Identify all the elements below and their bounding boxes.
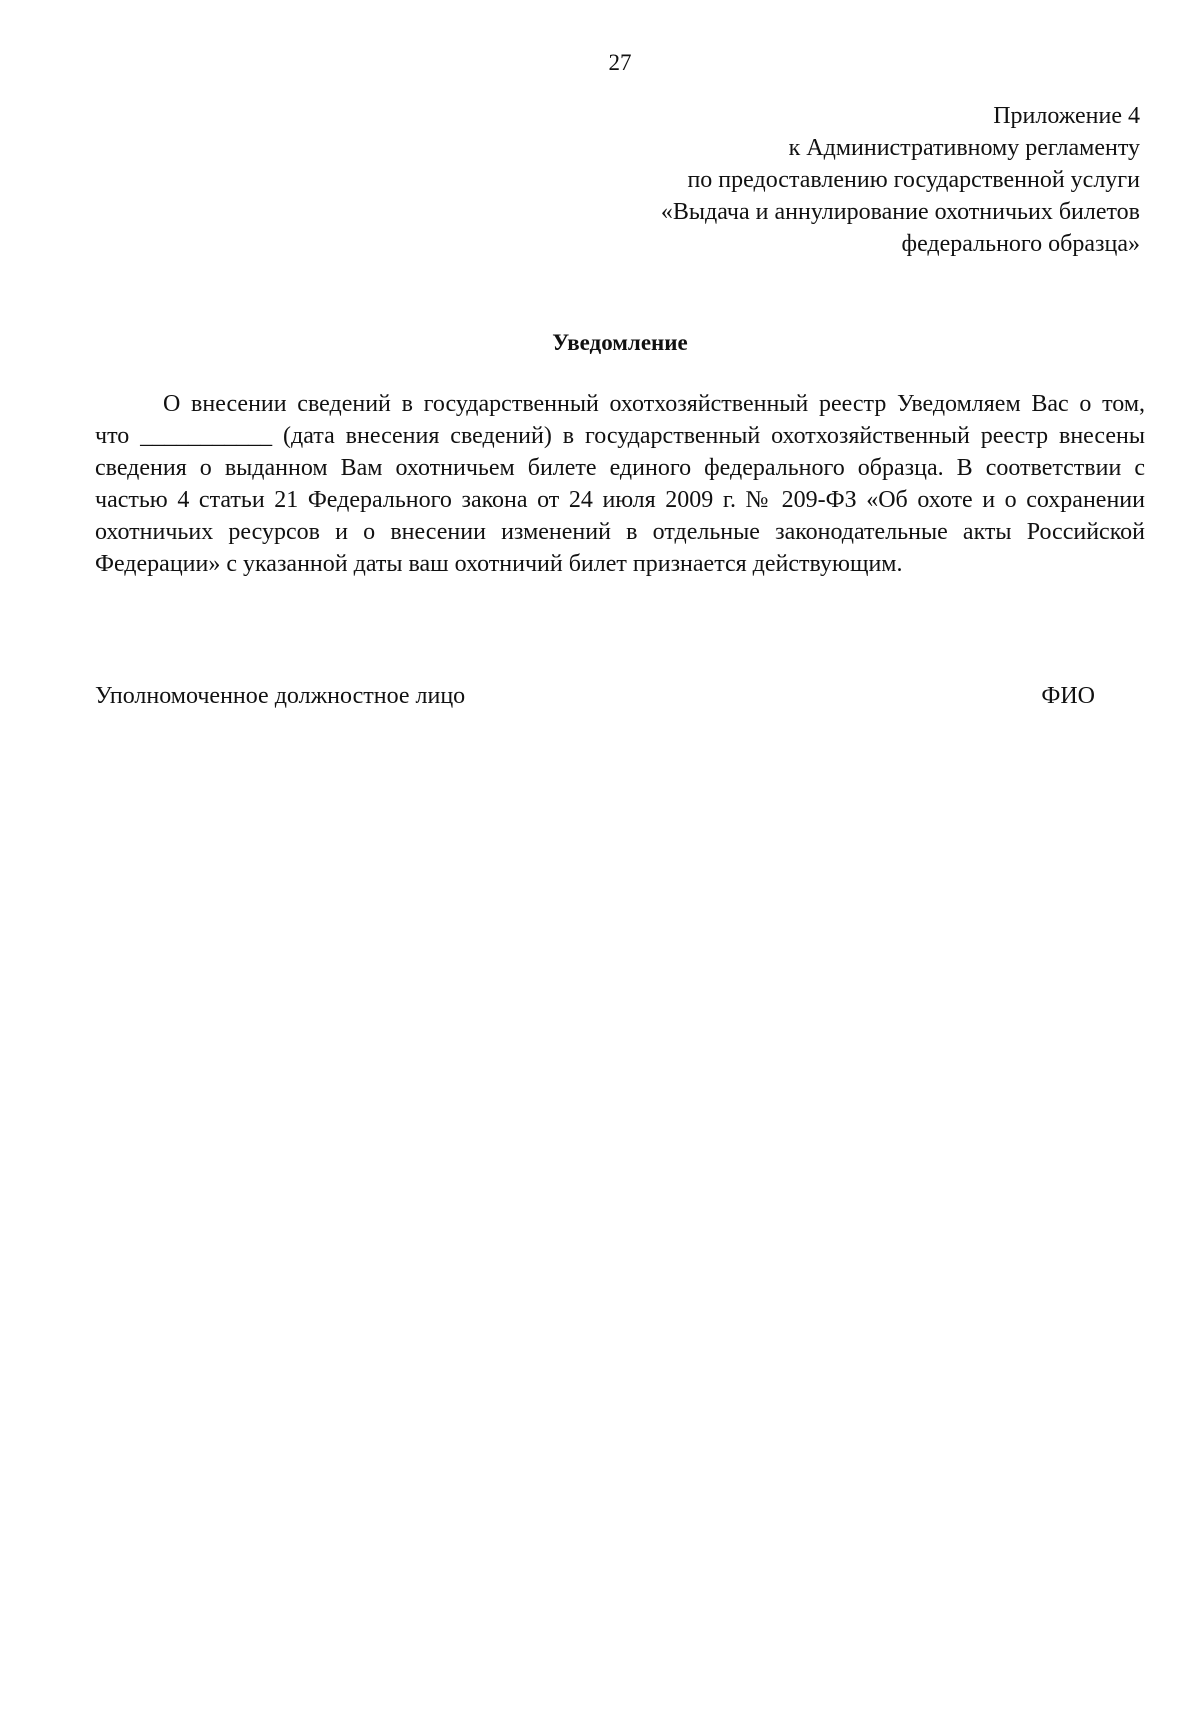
official-position-label: Уполномоченное должностное лицо — [95, 683, 466, 709]
appendix-line: к Административному регламенту — [788, 135, 1140, 161]
body-line: О внесении сведений в государственный охотхозяйственный реестр Уведомляем Вас о том, — [163, 391, 1145, 417]
body-line: сведения о выданном Вам охотничьем билете единого федерального образца. В соответствии с — [95, 455, 1145, 481]
body-line: что ___________ (дата внесения сведений) в государственный охотхозяйственный реестр внесены — [95, 423, 1145, 449]
full-name-label: ФИО — [1041, 683, 1095, 709]
notification-body — [95, 388, 1145, 580]
document-title: Уведомление — [552, 330, 688, 355]
appendix-line: «Выдача и аннулирование охотничьих билетов — [660, 199, 1140, 225]
body-line: частью 4 статьи 21 Федерального закона от 24 июля 2009 г. № 209-ФЗ «Об охоте и о сохранении — [95, 487, 1145, 513]
body-line: охотничьих ресурсов и о внесении изменений в отдельные законодательные акты Российской — [95, 519, 1145, 545]
page-number: 27 — [608, 50, 632, 75]
appendix-line: по предоставлению государственной услуги — [687, 167, 1140, 193]
body-line: Федерации» с указанной даты ваш охотничий билет признается действующим. — [95, 551, 903, 577]
appendix-line: федерального образца» — [901, 231, 1140, 257]
appendix-line: Приложение 4 — [993, 103, 1140, 129]
appendix-header — [440, 100, 1140, 260]
